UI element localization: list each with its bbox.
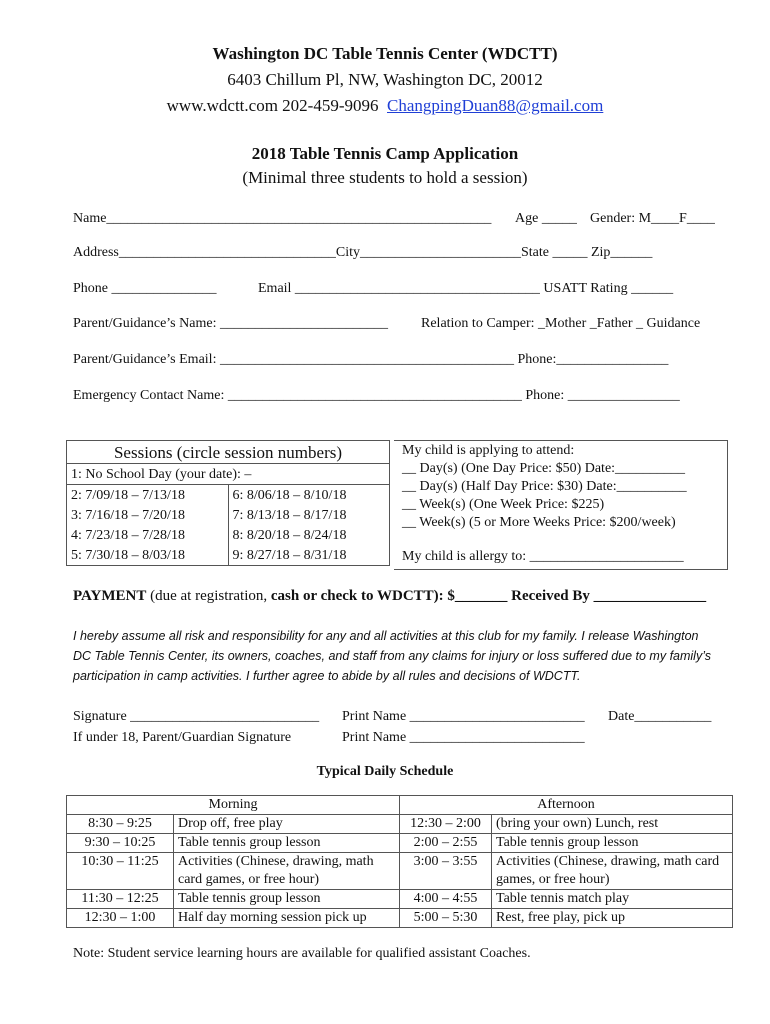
page-title: 2018 Table Tennis Camp Application bbox=[251, 144, 519, 163]
session-8[interactable]: 8: 8/20/18 – 8/24/18 bbox=[228, 525, 390, 545]
session-2[interactable]: 2: 7/09/18 – 7/13/18 bbox=[67, 485, 229, 506]
waiver-line-3: participation in camp activities. I further agree to abide by all rules and decisions of WDCTT. bbox=[73, 669, 581, 683]
afternoon-activity: Table tennis match play bbox=[492, 890, 733, 909]
afternoon-activity: Rest, free play, pick up bbox=[492, 909, 733, 928]
attendance-option-day[interactable]: __ Day(s) (One Day Price: $50) Date:__________ bbox=[402, 461, 686, 476]
morning-time: 12:30 – 1:00 bbox=[67, 909, 174, 928]
table-row bbox=[67, 909, 733, 928]
morning-time: 11:30 – 12:25 bbox=[67, 890, 174, 909]
schedule-title: Typical Daily Schedule bbox=[316, 764, 454, 779]
page-subtitle: (Minimal three students to hold a session) bbox=[242, 168, 528, 187]
guardian-print-name-field[interactable]: Print Name _________________________ bbox=[342, 730, 585, 745]
afternoon-time: 12:30 – 2:00 bbox=[400, 815, 492, 834]
parent-name-field[interactable]: Parent/Guidance’s Name: ________________________ bbox=[73, 316, 388, 331]
table-row bbox=[67, 890, 733, 909]
org-name: Washington DC Table Tennis Center (WDCTT) bbox=[212, 44, 558, 63]
session-5[interactable]: 5: 7/30/18 – 8/03/18 bbox=[67, 545, 229, 566]
morning-activity: Table tennis group lesson bbox=[174, 834, 400, 853]
afternoon-time: 5:00 – 5:30 bbox=[400, 909, 492, 928]
attendance-option-half-day[interactable]: __ Day(s) (Half Day Price: $30) Date:__________ bbox=[402, 479, 687, 494]
session-1[interactable]: 1: No School Day (your date): – bbox=[67, 464, 390, 485]
attendance-box bbox=[394, 440, 728, 570]
print-name-field[interactable]: Print Name _________________________ bbox=[342, 709, 585, 724]
morning-time: 9:30 – 10:25 bbox=[67, 834, 174, 853]
session-3[interactable]: 3: 7/16/18 – 7/20/18 bbox=[67, 505, 229, 525]
schedule-table bbox=[66, 795, 733, 928]
relation-field[interactable]: Relation to Camper: _Mother _Father _ Guidance bbox=[421, 316, 701, 331]
afternoon-activity: (bring your own) Lunch, rest bbox=[492, 815, 733, 834]
org-contact bbox=[0, 96, 770, 116]
footer-note: Note: Student service learning hours are available for qualified assistant Coaches. bbox=[73, 946, 531, 961]
morning-activity: Activities (Chinese, drawing, math card games, or free hour) bbox=[174, 853, 400, 890]
attendance-option-5-weeks[interactable]: __ Week(s) (5 or More Weeks Price: $200/week) bbox=[402, 515, 676, 530]
session-7[interactable]: 7: 8/13/18 – 8/17/18 bbox=[228, 505, 390, 525]
signature-field[interactable]: Signature ___________________________ bbox=[73, 709, 320, 724]
sessions-heading: Sessions (circle session numbers) bbox=[67, 441, 390, 464]
payment-method[interactable]: cash or check to WDCTT): $_______ Received By _______________ bbox=[270, 588, 707, 604]
attendance-heading: My child is applying to attend: bbox=[402, 443, 575, 458]
morning-activity: Drop off, free play bbox=[174, 815, 400, 834]
session-6[interactable]: 6: 8/06/18 – 8/10/18 bbox=[228, 485, 390, 506]
sessions-table bbox=[66, 440, 390, 566]
payment-due: (due at registration, bbox=[146, 588, 271, 604]
waiver-line-2: DC Table Tennis Center, its owners, coaches, and staff from any claims for injury or loss suffered due to my family’s bbox=[73, 649, 712, 663]
date-field[interactable]: Date___________ bbox=[608, 709, 712, 724]
table-row bbox=[67, 853, 733, 890]
email-field[interactable]: Email ___________________________________ USATT Rating ______ bbox=[258, 281, 674, 296]
email-link[interactable]: ChangpingDuan88@gmail.com bbox=[387, 96, 604, 115]
morning-time: 10:30 – 11:25 bbox=[67, 853, 174, 890]
waiver-line-1: I hereby assume all risk and responsibility for any and all activities at this club for my family. I release Washington bbox=[73, 629, 699, 643]
session-4[interactable]: 4: 7/23/18 – 7/28/18 bbox=[67, 525, 229, 545]
contact-text: www.wdctt.com 202-459-9096 bbox=[166, 96, 379, 115]
payment-line[interactable] bbox=[73, 588, 706, 605]
morning-header: Morning bbox=[67, 796, 400, 815]
payment-label: PAYMENT bbox=[73, 588, 147, 604]
phone-field[interactable]: Phone _______________ bbox=[73, 281, 217, 296]
afternoon-time: 2:00 – 2:55 bbox=[400, 834, 492, 853]
allergy-field[interactable]: My child is allergy to: ______________________ bbox=[402, 549, 684, 564]
emergency-contact-field[interactable]: Emergency Contact Name: __________________________________________ Phone: ________________ bbox=[73, 388, 680, 403]
afternoon-activity: Table tennis group lesson bbox=[492, 834, 733, 853]
afternoon-time: 3:00 – 3:55 bbox=[400, 853, 492, 890]
guardian-signature-label: If under 18, Parent/Guardian Signature bbox=[73, 730, 292, 745]
table-row bbox=[67, 815, 733, 834]
morning-activity: Half day morning session pick up bbox=[174, 909, 400, 928]
morning-time: 8:30 – 9:25 bbox=[67, 815, 174, 834]
afternoon-header: Afternoon bbox=[400, 796, 733, 815]
table-row bbox=[67, 834, 733, 853]
afternoon-time: 4:00 – 4:55 bbox=[400, 890, 492, 909]
name-field[interactable]: Name_______________________________________________________ bbox=[73, 211, 492, 226]
afternoon-activity: Activities (Chinese, drawing, math card games, or free hour) bbox=[492, 853, 733, 890]
attendance-option-week[interactable]: __ Week(s) (One Week Price: $225) bbox=[402, 497, 605, 512]
age-field[interactable]: Age _____ bbox=[515, 211, 577, 226]
morning-activity: Table tennis group lesson bbox=[174, 890, 400, 909]
org-address: 6403 Chillum Pl, NW, Washington DC, 20012 bbox=[227, 70, 543, 89]
address-field[interactable]: Address_______________________________City_______________________State _____ Zip______ bbox=[73, 245, 653, 260]
gender-field[interactable]: Gender: M____F____ bbox=[590, 211, 715, 226]
session-9[interactable]: 9: 8/27/18 – 8/31/18 bbox=[228, 545, 390, 566]
parent-email-field[interactable]: Parent/Guidance’s Email: __________________________________________ Phone:________________ bbox=[73, 352, 669, 367]
